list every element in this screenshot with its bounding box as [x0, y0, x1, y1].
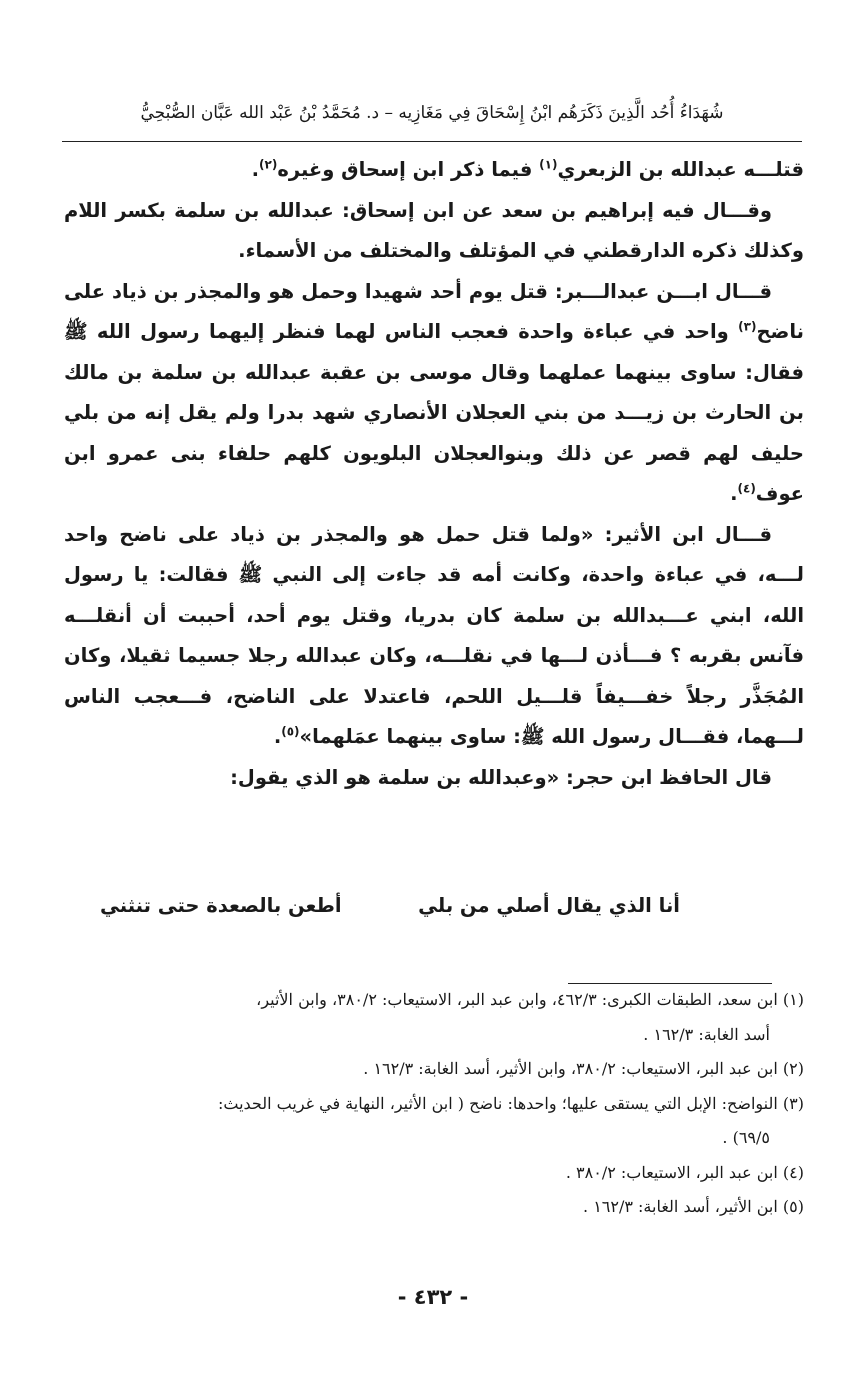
footnote-1-text: ابن سعد، الطبقات الكبرى: ٤٦٢/٣، وابن عبد البر، الاستيعاب: ٣٨٠/٢، وابن الأثير،	[256, 990, 778, 1009]
footnotes	[64, 983, 804, 1225]
p4-text: قـــال ابن الأثير: «ولما قتل حمل هو والمجذر بن ذياد على ناضح واحد لـــه، في عباءة واحدة، وكانت أمه قد جاءت إلى النبي ﷺ فقالت: يا رسول الله، ابني عـــبدالله بن سلمة كان بدريا، وقتل يوم أحد، أحببت أن أنقلـــه فآنس بقربه ؟ فـــأذن لـــها في نقلـــه، وكان عبدالله رجلا جسيما ثقيلا، وكان المُجَذَّر رجلاً خفـــيفاً قلـــيل اللحم، فاعتدلا على الناضح، فـــعجب الناس لـــهما، فقـــال رسول الله ﷺ: ساوى بينهما عمَلهما»	[64, 522, 804, 748]
footnote-2-text: ابن عبد البر، الاستيعاب: ٣٨٠/٢، وابن الأثير، أسد الغابة: ١٦٢/٣ .	[363, 1059, 778, 1078]
page-number: - ٤٣٢ -	[397, 1285, 469, 1309]
footnote-3-text: النواضح: الإبل التي يستقى عليها؛ واحدها: ناضح ( ابن الأثير، النهاية في غريب الحديث:	[217, 1093, 778, 1113]
p1-end: .	[251, 158, 260, 181]
running-header: شُهَدَاءُ أُحُد الَّذِينَ ذَكَرَهُم ابْنُ إِسْحَاقَ فِي مَغَازِيه – د. مُحَمَّدُ بْنُ عَبْد الله عَبَّان الصُّبْحِيُّ	[140, 103, 724, 123]
footnote-3-continued: ٦٩/٥) .	[722, 1128, 770, 1147]
footnote-3	[64, 1087, 804, 1122]
footnote-ref-3[interactable]: (٣)	[738, 319, 757, 334]
footnote-1-id: (١)	[782, 990, 804, 1009]
footnote-4	[64, 1156, 804, 1191]
paragraph-4	[64, 515, 804, 758]
footnote-5	[64, 1190, 804, 1225]
p4-end: .	[273, 725, 282, 748]
footnote-1	[64, 983, 804, 1018]
footnote-4-id: (٤)	[782, 1162, 804, 1182]
footnote-2-id: (٢)	[782, 1059, 804, 1078]
verse-first-hemistich: أنا الذي يقال أصلي من بلي	[418, 894, 680, 917]
footnote-ref-2[interactable]: (٢)	[259, 157, 278, 172]
p3-rest: واحد في عباءة واحدة فعجب الناس لهما فنظر إليهما رسول الله ﷺ فقال: ساوى بينهما عملهما وقال موسى بن عقبة عبدالله بن سلمة بن مالك بن الحارث بن زيـــد من بني العجلان الأنصاري شهد بدرا ولم يقل إنه من بلي حليف لهم قصر عن ذلك وبنوالعجلان البلويون كلهم حلفاء بنى عمرو ابن عوف	[64, 320, 804, 505]
p3-end: .	[730, 482, 738, 505]
p3-text: قـــال ابـــن عبدالـــبر: قتل يوم أحد شهيدا وحمل هو والمجذر بن ذياد على ناضح	[64, 279, 804, 343]
paragraph-3	[64, 272, 804, 515]
footnote-2	[64, 1052, 804, 1087]
verse-second-hemistich: أطعن بالصعدة حتى تنثني	[100, 894, 342, 917]
footnote-5-id: (٥)	[782, 1197, 804, 1216]
footnote-4-text: ابن عبد البر، الاستيعاب: ٣٨٠/٢ .	[565, 1162, 778, 1182]
footnote-ref-5[interactable]: (٥)	[281, 724, 300, 739]
poetry-verse	[100, 886, 680, 926]
header-rule	[62, 141, 802, 142]
p1-text: قتلـــه عبدالله بن الزبعري	[557, 158, 804, 181]
footnote-1-continued: أسد الغابة: ١٦٢/٣ .	[643, 1024, 770, 1044]
footnote-5-text: ابن الأثير، أسد الغابة: ١٦٢/٣ .	[583, 1197, 778, 1216]
paragraph-5: قال الحافظ ابن حجر: «وعبدالله بن سلمة هو الذي يقول:	[230, 765, 772, 789]
paragraph-1	[64, 150, 804, 191]
main-text	[64, 150, 804, 798]
footnote-3-id: (٣)	[782, 1093, 804, 1113]
paragraph-2: وقـــال فيه إبراهيم بن سعد عن ابن إسحاق: عبدالله بن سلمة بكسر اللام وكذلك ذكره الدارقطني في المؤتلف والمختلف من الأسماء.	[64, 198, 804, 262]
p1-mid: فيما ذكر ابن إسحاق وغيره	[277, 158, 540, 181]
footnote-ref-1[interactable]: (١)	[539, 157, 558, 172]
footnote-ref-4[interactable]: (٤)	[737, 481, 756, 496]
